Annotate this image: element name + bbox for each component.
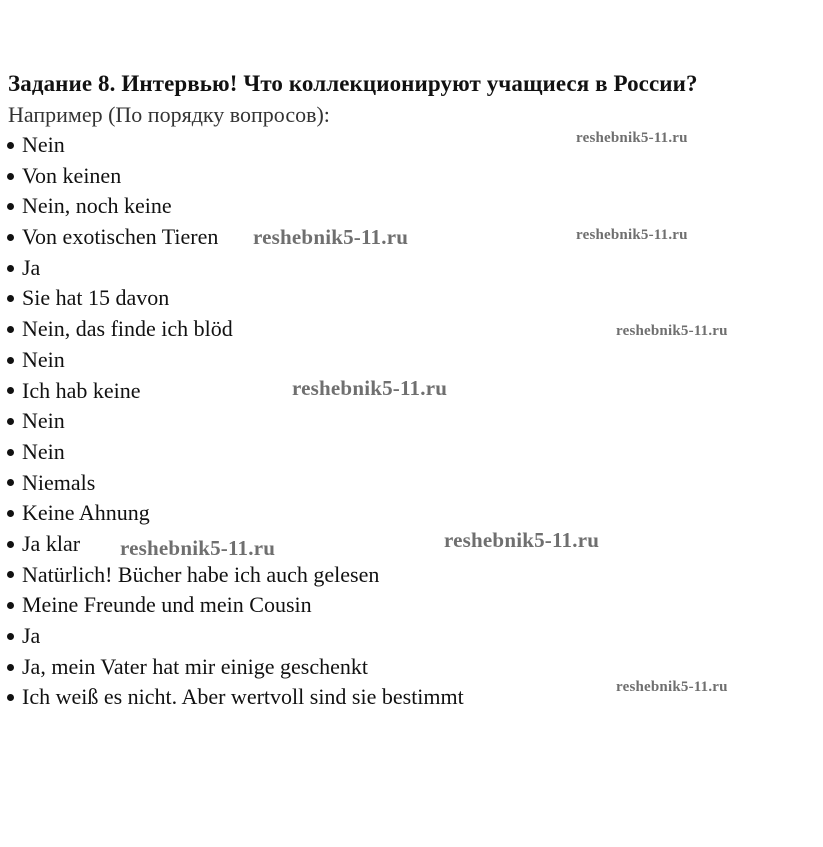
list-item — [6, 560, 464, 591]
bullet-icon — [7, 510, 14, 517]
list-item — [6, 283, 464, 314]
answer-text: Nein — [22, 438, 65, 464]
answer-text: Ich hab keine — [22, 377, 141, 403]
bullet-icon — [7, 173, 14, 180]
watermark: reshebnik5-11.ru — [120, 536, 276, 560]
answer-text: Ja — [22, 254, 41, 280]
bullet-icon — [7, 694, 14, 701]
answer-text: Keine Ahnung — [22, 500, 150, 526]
watermark: reshebnik5-11.ru — [616, 679, 728, 695]
answer-text: Nein — [22, 346, 65, 372]
list-item — [6, 406, 464, 437]
list-item — [6, 437, 464, 468]
answer-text: Niemals — [22, 469, 96, 495]
watermark: reshebnik5-11.ru — [253, 225, 409, 249]
list-item — [6, 652, 464, 683]
answer-text: Nein, noch keine — [22, 193, 172, 219]
list-item — [6, 345, 464, 376]
bullet-icon — [7, 418, 14, 425]
list-item — [6, 130, 464, 161]
answer-text: Von keinen — [22, 162, 122, 188]
bullet-icon — [7, 265, 14, 272]
list-item — [6, 682, 464, 713]
answer-text: Sie hat 15 davon — [22, 285, 170, 311]
page-title: Задание 8. Интервью! Что коллекционируют учащиеся в России? — [8, 71, 698, 96]
list-item — [6, 314, 464, 345]
answer-text: Ja klar — [22, 530, 81, 556]
bullet-icon — [7, 142, 14, 149]
bullet-icon — [7, 387, 14, 394]
list-item — [6, 498, 464, 529]
answer-text: Natürlich! Bücher habe ich auch gelesen — [22, 561, 380, 587]
bullet-icon — [7, 295, 14, 302]
answer-text: Von exotischen Tieren — [22, 224, 219, 250]
answer-text: Nein, das finde ich blöd — [22, 316, 233, 342]
bullet-icon — [7, 571, 14, 578]
list-item — [6, 621, 464, 652]
bullet-icon — [7, 479, 14, 486]
bullet-icon — [7, 234, 14, 241]
answer-text: Nein — [22, 132, 65, 157]
answer-text: Nein — [22, 408, 65, 434]
list-item — [6, 590, 464, 621]
watermark: reshebnik5-11.ru — [292, 376, 448, 400]
list-item — [6, 468, 464, 499]
watermark: reshebnik5-11.ru — [444, 528, 600, 552]
bullet-icon — [7, 664, 14, 671]
bullet-icon — [7, 633, 14, 640]
answer-text: Ich weiß es nicht. Aber wertvoll sind sie bestimmt — [22, 684, 464, 710]
bullet-icon — [7, 203, 14, 210]
list-item — [6, 191, 464, 222]
watermark: reshebnik5-11.ru — [576, 227, 688, 243]
list-item — [6, 253, 464, 284]
answer-text: Meine Freunde und mein Cousin — [22, 592, 312, 618]
bullet-icon — [7, 326, 14, 333]
watermark: reshebnik5-11.ru — [616, 323, 728, 339]
answer-list — [6, 130, 464, 713]
bullet-icon — [7, 449, 14, 456]
list-item — [6, 161, 464, 192]
answer-text: Ja, mein Vater hat mir einige geschenkt — [22, 653, 368, 679]
bullet-icon — [7, 541, 14, 548]
bullet-icon — [7, 602, 14, 609]
watermark: reshebnik5-11.ru — [576, 130, 688, 146]
answer-text: Ja — [22, 623, 41, 648]
page-subtitle: Например (По порядку вопросов): — [8, 102, 330, 127]
bullet-icon — [7, 357, 14, 364]
